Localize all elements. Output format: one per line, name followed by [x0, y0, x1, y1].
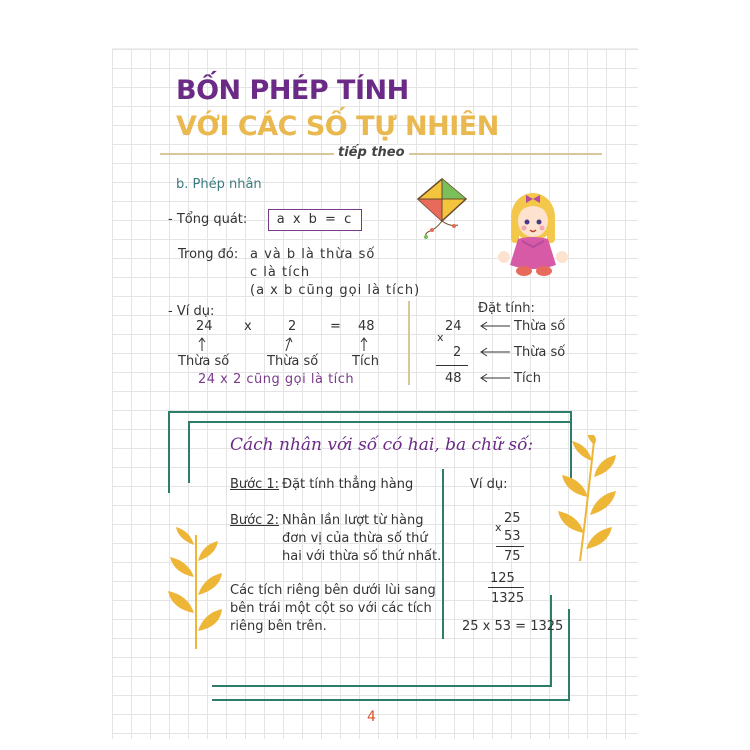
box-example-partial-2: 125: [490, 571, 515, 586]
where-line-3: (a x b cũng gọi là tích): [250, 283, 421, 298]
example-label-b: Thừa số: [267, 354, 319, 369]
column-label-middle: Thừa số: [514, 345, 566, 360]
note-line-3: riêng bên trên.: [230, 619, 327, 634]
column-label: Đặt tính:: [478, 301, 535, 316]
example-divider: [408, 301, 410, 385]
step1-text: Đặt tính thẳng hàng: [282, 477, 414, 492]
leaf-decoration-left-icon: [160, 525, 232, 653]
box-example-total: 1325: [491, 591, 525, 606]
column-label-top: Thừa số: [514, 319, 566, 334]
frame-line-left-inner: [188, 421, 190, 483]
example-equals: =: [330, 319, 341, 334]
formula-box: [268, 209, 362, 231]
frame-line-bottom-outer: [212, 699, 570, 701]
frame-line-right-outer: [568, 609, 570, 701]
general-label: - Tổng quát:: [168, 212, 248, 227]
box-example-label: Ví dụ:: [470, 477, 508, 492]
example-arrows-icon: [196, 333, 396, 353]
frame-line-left-outer: [168, 411, 170, 493]
box-divider: [442, 469, 444, 639]
frame-line-bottom-inner: [212, 685, 552, 687]
example-label: - Ví dụ:: [168, 304, 215, 319]
title-line-2: VỚI CÁC SỐ TỰ NHIÊN: [176, 111, 499, 142]
frame-line-top-inner: [188, 421, 570, 423]
leaf-decoration-right-icon: [550, 435, 626, 563]
example-label-a: Thừa số: [178, 354, 230, 369]
example-product: 48: [358, 319, 375, 334]
note-line-2: bên trái một cột so với các tích: [230, 601, 432, 616]
step1-label: Bước 1:: [230, 477, 280, 492]
section-heading: b. Phép nhân: [176, 177, 262, 192]
subtitle: tiếp theo: [334, 145, 409, 160]
column-label-result: Tích: [514, 371, 541, 386]
example-factor-a: 24: [196, 319, 213, 334]
frame-line-top-outer: [168, 411, 572, 413]
box-example-partial-1: 75: [504, 549, 521, 564]
frame-line-right-inner: [550, 595, 552, 687]
column-middle: 2: [453, 345, 462, 360]
example-factor-b: 2: [288, 319, 297, 334]
column-rule: [436, 365, 468, 366]
example-label-c: Tích: [352, 354, 379, 369]
box-heading: Cách nhân với số có hai, ba chữ số:: [230, 435, 534, 455]
step2-line-2: đơn vị của thừa số thứ: [282, 531, 428, 546]
box-example-operator: x: [495, 521, 502, 534]
doll-icon: [496, 185, 570, 277]
column-result: 48: [445, 371, 462, 386]
note-line-1: Các tích riêng bên dưới lùi sang: [230, 583, 436, 598]
worksheet-page: [112, 48, 638, 739]
step2-label: Bước 2:: [230, 513, 280, 528]
title-line-1: BỐN PHÉP TÍNH: [176, 75, 409, 106]
column-top: 24: [445, 319, 462, 334]
box-example-rule-2: [488, 587, 524, 588]
example-note: 24 x 2 cũng gọi là tích: [198, 372, 355, 387]
where-line-1: a và b là thừa số: [250, 247, 376, 262]
where-label: Trong đó:: [178, 247, 239, 262]
formula-text: a x b = c: [276, 212, 354, 227]
step2-line-1: Nhân lần lượt từ hàng: [282, 513, 424, 528]
column-arrows-icon: [478, 319, 512, 385]
example-times: x: [244, 319, 252, 334]
box-example-equation: 25 x 53 = 1325: [462, 619, 564, 634]
box-example-factor-a: 25: [504, 511, 521, 526]
kite-icon: [408, 177, 472, 243]
where-line-2: c là tích: [250, 265, 311, 280]
page-number: 4: [367, 709, 376, 725]
box-example-factor-b: 53: [504, 529, 521, 544]
box-example-rule-1: [496, 546, 524, 547]
column-operator: x: [437, 331, 444, 344]
step2-line-3: hai với thừa số thứ nhất.: [282, 549, 442, 564]
